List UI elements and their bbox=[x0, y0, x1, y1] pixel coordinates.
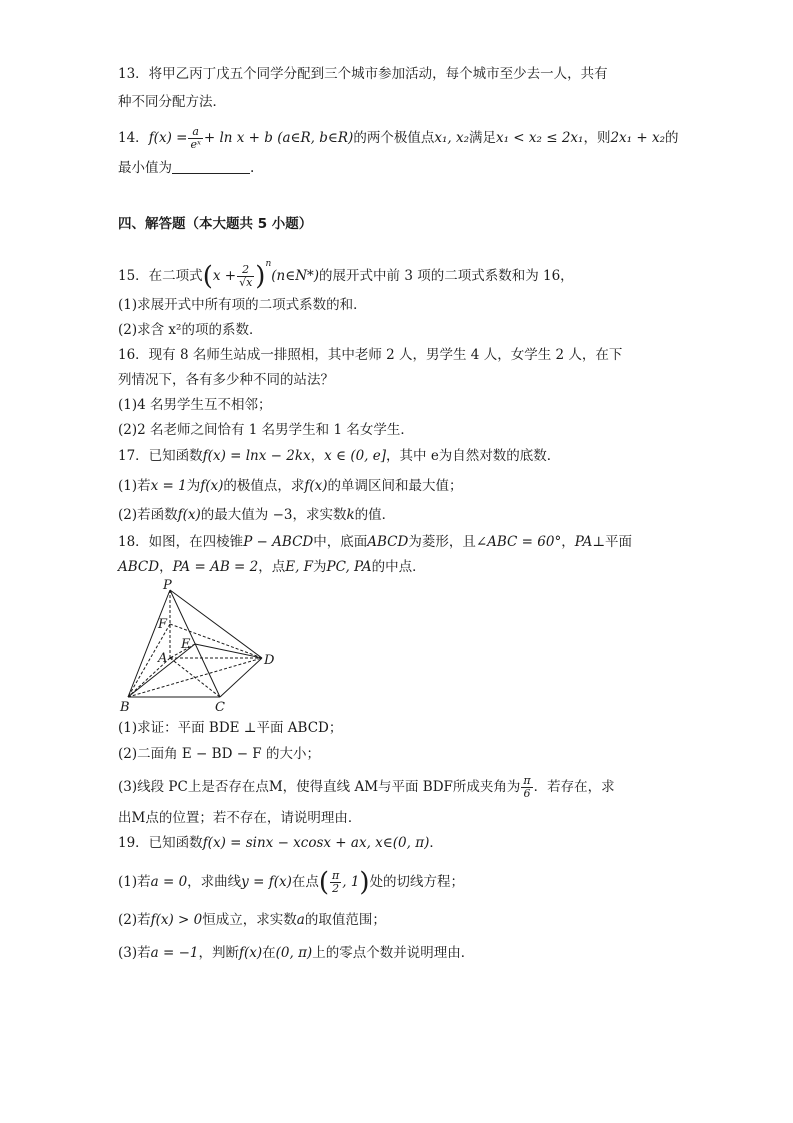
q14-number: 14． bbox=[118, 130, 149, 146]
q18-base: ABCD bbox=[367, 534, 409, 550]
q19-p1-b: ，求曲线 bbox=[187, 874, 242, 890]
label-D: D bbox=[264, 653, 275, 668]
pyramid-figure bbox=[114, 578, 294, 716]
q19-p1-a0: a = 0 bbox=[150, 874, 188, 890]
q18-p3-a: (3)线段 PC上是否存在点M，使得直线 AM与平面 BDF所成夹角为 bbox=[118, 779, 521, 795]
q19-p1-point-tail: , 1 bbox=[342, 874, 360, 890]
q18-line1 bbox=[118, 532, 632, 552]
q15-condition: (n∈N*) bbox=[271, 268, 320, 284]
q18-angle: ∠ABC = 60° bbox=[475, 534, 562, 550]
label-A: A bbox=[158, 651, 168, 666]
q19-p3-interval: (0, π) bbox=[275, 945, 313, 961]
q14-target: 2x₁ + x₂ bbox=[610, 130, 665, 146]
q19-p2-c: 的取值范围； bbox=[304, 912, 386, 928]
q18-t3: ， bbox=[561, 534, 575, 550]
q18-p3-num: π bbox=[523, 774, 531, 787]
q14-fraction bbox=[188, 126, 202, 151]
q19-p2-a: (2)若 bbox=[118, 912, 151, 928]
label-F: F bbox=[158, 617, 168, 632]
q19-p3-b: ，判断 bbox=[198, 945, 239, 961]
q18-plane: ABCD bbox=[118, 559, 160, 575]
q19-line1 bbox=[118, 833, 443, 853]
q18-t6: ，点 bbox=[258, 559, 286, 575]
q15-frac-den: √x bbox=[239, 276, 253, 289]
q19-p3-a1: a = −1 bbox=[150, 945, 199, 961]
q18-lead: 18．如图，在四棱锥 bbox=[118, 534, 244, 550]
label-E: E bbox=[181, 637, 191, 652]
q17-function: f(x) = lnx − 2kx bbox=[202, 448, 311, 464]
q14-condition: x₁ < x₂ ≤ 2x₁ bbox=[495, 130, 584, 146]
q17-part2 bbox=[118, 505, 395, 525]
q19-p1-a: (1)若 bbox=[118, 874, 151, 890]
q14-text1: 的两个极值点 bbox=[353, 130, 435, 146]
q19-p3-d: 上的零点个数并说明理由． bbox=[312, 945, 475, 961]
q14-text2: 满足 bbox=[468, 130, 496, 146]
q17-tail: ，其中 e为自然对数的底数． bbox=[386, 448, 561, 464]
q19-p2-b: 恒成立，求实数 bbox=[202, 912, 297, 928]
q19-paren-right-icon: ) bbox=[359, 867, 370, 898]
q18-t7: 为 bbox=[313, 559, 327, 575]
q19-p1-fraction bbox=[330, 870, 341, 895]
q19-part2 bbox=[118, 910, 386, 930]
q17-p2-f: f(x) bbox=[177, 507, 201, 523]
q18-part2: (2)二面角 E − BD − F 的大小； bbox=[118, 746, 320, 762]
q19-p1-y: y = f(x) bbox=[241, 874, 292, 890]
q13-line2: 种不同分配方法． bbox=[118, 94, 226, 110]
q18-part1: (1)求证：平面 BDE ⊥平面 ABCD； bbox=[118, 720, 343, 736]
q14-text3: ，则 bbox=[583, 130, 611, 146]
q18-p3-b: ．若存在，求 bbox=[533, 779, 615, 795]
q15-exponent: n bbox=[265, 259, 272, 269]
label-B: B bbox=[120, 700, 130, 715]
label-P: P bbox=[163, 578, 172, 593]
q14-text4: 的 bbox=[665, 130, 679, 146]
q15-frac-num: 2 bbox=[237, 264, 254, 277]
q18-points: E, F bbox=[285, 559, 314, 575]
q18-t2: 为菱形，且 bbox=[408, 534, 476, 550]
q19-part1 bbox=[118, 867, 465, 898]
q15-part2: (2)求含 x²的项的系数． bbox=[118, 322, 263, 338]
q15-tail: 的展开式中前 3 项的二项式系数和为 16， bbox=[319, 268, 574, 284]
q19-p3-c: 在 bbox=[262, 945, 276, 961]
q18-t1: 中，底面 bbox=[313, 534, 368, 550]
q18-part3-line2: 出M点的位置；若不存在，请说明理由． bbox=[118, 810, 362, 826]
q18-t4: ⊥平面 bbox=[592, 534, 633, 550]
q19-p1-c: 在点 bbox=[291, 874, 319, 890]
q14-line2-end: . bbox=[250, 160, 255, 176]
q13-line1: 13．将甲乙丙丁戊五个同学分配到三个城市参加活动，每个城市至少去一人，共有 bbox=[118, 66, 608, 82]
q19-lead: 19．已知函数 bbox=[118, 835, 203, 851]
q17-p1-b: 为 bbox=[186, 478, 201, 494]
q19-p1-d: 处的切线方程； bbox=[369, 874, 465, 890]
q16-line2: 列情况下，各有多少种不同的站法？ bbox=[118, 372, 334, 388]
q15-paren-left-icon: ( bbox=[202, 261, 213, 292]
edge-PC bbox=[170, 590, 220, 697]
q14-function: f(x) = bbox=[148, 130, 188, 146]
q18-t5: ， bbox=[159, 559, 173, 575]
q14-line2-text: 最小值为 bbox=[118, 160, 172, 176]
q14-line2 bbox=[118, 158, 254, 178]
q14-vars: x₁, x₂ bbox=[434, 130, 469, 146]
q17-p1-f2: f(x) bbox=[304, 478, 328, 494]
q16-line1: 16．现有 8 名师生站成一排照相，其中老师 2 人，男学生 4 人，女学生 2 人，在下 bbox=[118, 347, 623, 363]
section-heading: 四、解答题（本大题共 5 小题） bbox=[118, 216, 313, 232]
q17-p2-a: (2)若函数 bbox=[118, 507, 178, 523]
q17-p1-c: 的极值点，求 bbox=[223, 478, 305, 494]
q17-domain: x ∈ (0, e] bbox=[324, 448, 387, 464]
q19-end: ． bbox=[429, 835, 443, 851]
q19-part3 bbox=[118, 943, 474, 963]
q17-p1-x: x = 1 bbox=[150, 478, 187, 494]
q19-p2-f: f(x) > 0 bbox=[150, 912, 203, 928]
q17-sep: ， bbox=[310, 448, 325, 464]
answer-blank[interactable] bbox=[172, 159, 250, 174]
q17-p2-b: 的最大值为 −3，求实数 bbox=[200, 507, 347, 523]
q15-lead: 15．在二项式 bbox=[118, 268, 203, 284]
q18-pyramid: P − ABCD bbox=[243, 534, 314, 550]
q19-p2-var: a bbox=[296, 912, 305, 928]
q14-expression: + ln x + b (a∈R, b∈R) bbox=[203, 130, 354, 146]
q15-line1 bbox=[118, 254, 574, 292]
q15-part1: (1)求展开式中所有项的二项式系数的和． bbox=[118, 297, 367, 313]
q18-equality: PA = AB = 2 bbox=[172, 559, 259, 575]
q18-line2 bbox=[118, 557, 426, 577]
q17-line1 bbox=[118, 446, 560, 466]
q14-line1 bbox=[118, 126, 679, 151]
q18-p3-den: 6 bbox=[523, 787, 531, 800]
diag-AC bbox=[170, 658, 220, 697]
q15-inner-left: x + bbox=[212, 268, 237, 284]
q18-pa: PA bbox=[574, 534, 593, 550]
q16-part2: (2)2 名老师之间恰有 1 名男学生和 1 名女学生． bbox=[118, 422, 414, 438]
q18-part3-line1 bbox=[118, 775, 615, 800]
q15-paren-right-icon: ) bbox=[255, 261, 266, 292]
q19-paren-left-icon: ( bbox=[318, 867, 329, 898]
q18-p3-fraction bbox=[521, 775, 532, 800]
q17-lead: 17．已知函数 bbox=[118, 448, 203, 464]
q17-part1 bbox=[118, 476, 463, 496]
q17-p2-k: k bbox=[346, 507, 355, 523]
q16-part1: (1)4 名男学生互不相邻； bbox=[118, 397, 272, 413]
q17-p1-f: f(x) bbox=[200, 478, 224, 494]
q18-t8: 的中点． bbox=[371, 559, 426, 575]
q19-p3-f: f(x) bbox=[238, 945, 263, 961]
q14-frac-den: eˣ bbox=[190, 138, 201, 151]
q17-p1-d: 的单调区间和最大值； bbox=[327, 478, 463, 494]
q19-p1-num: π bbox=[332, 869, 340, 882]
q19-p3-a: (3)若 bbox=[118, 945, 151, 961]
q15-fraction bbox=[237, 264, 254, 289]
label-C: C bbox=[215, 700, 225, 715]
q14-frac-num: a bbox=[188, 126, 202, 139]
q17-p2-c: 的值． bbox=[354, 507, 396, 523]
q18-segments: PC, PA bbox=[326, 559, 372, 575]
q19-function: f(x) = sinx − xcosx + ax, x∈(0, π) bbox=[202, 835, 430, 851]
q17-p1-a: (1)若 bbox=[118, 478, 151, 494]
q19-p1-den: 2 bbox=[332, 882, 340, 895]
